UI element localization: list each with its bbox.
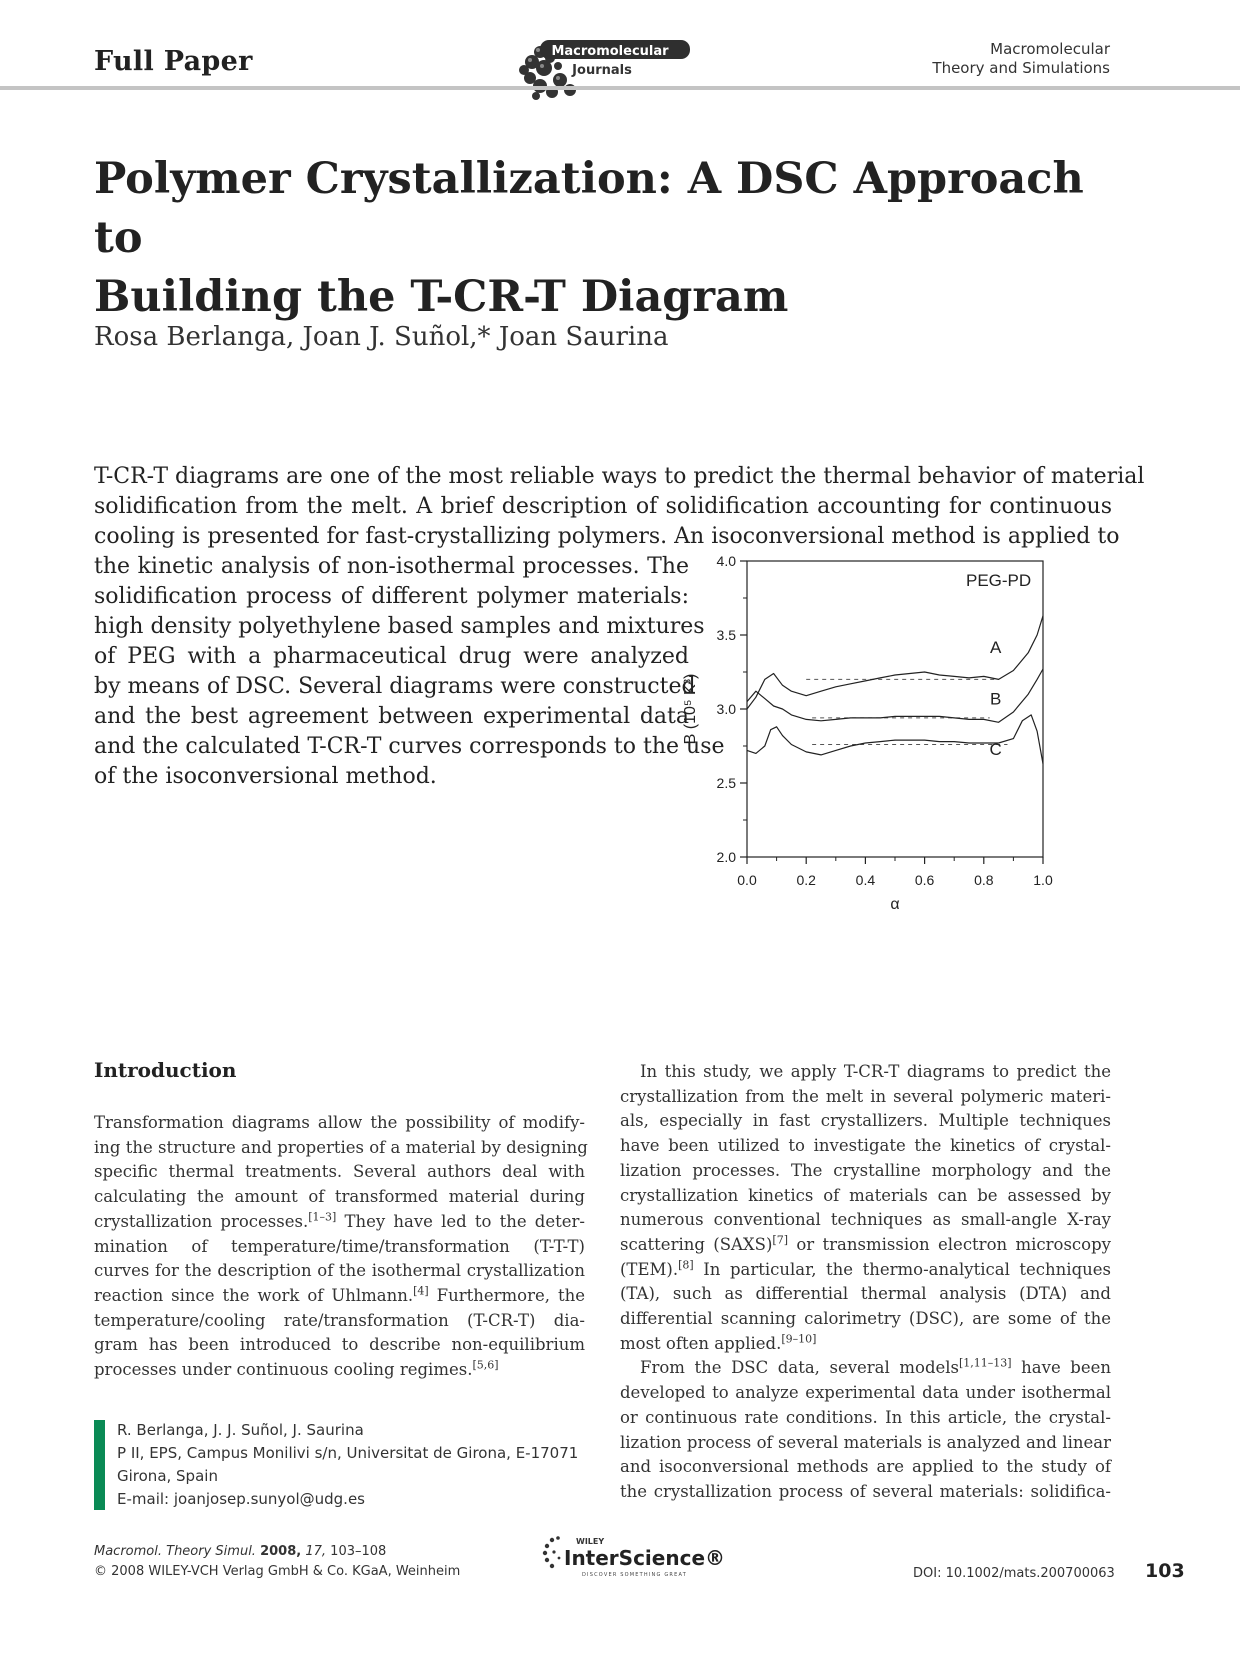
series-c-label: C [989, 739, 1002, 759]
citation-footer [94, 1542, 460, 1582]
logo-interscience-text: InterScience® [564, 1546, 726, 1570]
affiliation-city: Girona, Spain [117, 1467, 218, 1485]
journal-logo [510, 34, 695, 106]
body-line: reaction since the work of Uhlmann.[4] Furthermore, the [94, 1284, 585, 1305]
body-line: mination of temperature/time/transformation (T-T-T) [94, 1236, 585, 1256]
logo-wiley-text: WILEY [576, 1537, 605, 1546]
y-tick-label: 2.5 [716, 775, 736, 791]
x-tick-label: 0.4 [855, 872, 876, 888]
body-line: most often applied.[9–10] [620, 1332, 817, 1353]
y-tick-label: 4.0 [716, 553, 736, 569]
abstract-line: and the best agreement between experimental data [94, 704, 689, 729]
body-line: differential scanning calorimetry (DSC), are some of the [620, 1309, 1111, 1329]
series-b-label: B [989, 689, 1002, 709]
affiliation-authors: R. Berlanga, J. J. Suñol, J. Saurina [117, 1421, 364, 1439]
citation-ref: [1,11–13] [959, 1356, 1012, 1370]
series-a-label: A [989, 637, 1002, 657]
body-line: ing the structure and properties of a material by designing [94, 1137, 588, 1157]
body-line: and isoconversional methods are applied to the study of [620, 1457, 1111, 1477]
body-line: als, especially in fast crystallizers. Multiple techniques [620, 1111, 1111, 1131]
plot-area [682, 553, 1053, 913]
body-line: calculating the amount of transformed material during [94, 1187, 585, 1207]
doi: DOI: 10.1002/mats.200700063 [913, 1566, 1115, 1581]
affiliation-address: P II, EPS, Campus Monilivi s/n, Universitat de Girona, E-17071 [117, 1444, 579, 1462]
paper-title [94, 150, 1094, 327]
x-tick-label: 0.2 [796, 872, 816, 888]
citation-line [94, 1542, 460, 1562]
intro-column-left [94, 1111, 588, 1383]
journal-name-line2: Theory and Simulations [932, 59, 1110, 77]
affiliation-email: E-mail: joanjosep.sunyol@udg.es [117, 1490, 365, 1508]
x-tick-label: 0.6 [914, 872, 935, 888]
abstract-line: T-CR-T diagrams are one of the most reliable ways to predict the thermal behavior of material [94, 464, 1145, 489]
chart-annotation: PEG-PD [966, 571, 1032, 591]
body-line: In this study, we apply T-CR-T diagrams to predict the [640, 1062, 1111, 1081]
citation-pages: 103–108 [330, 1544, 387, 1559]
interscience-logo [540, 1530, 735, 1580]
abstract-line: of PEG with a pharmaceutical drug were analyzed [94, 644, 689, 669]
abstract-line: high density polyethylene based samples and mixtures [94, 614, 705, 639]
abstract-line: of the isoconversional method. [94, 764, 437, 789]
body-line: developed to analyze experimental data under isothermal [620, 1383, 1111, 1403]
body-line: lization processes. The crystalline morphology and the [620, 1160, 1111, 1180]
abstract-line: solidification process of different polymer materials: [94, 584, 689, 609]
affiliation-bar [94, 1420, 105, 1510]
abstract-line: the kinetic analysis of non-isothermal processes. The [94, 554, 689, 579]
authors: Rosa Berlanga, Joan J. Suñol,* Joan Saurina [94, 322, 669, 352]
abstract-line: solidification from the melt. A brief description of solidification accounting for continuous [94, 494, 1112, 519]
logo-text-bottom: Journals [572, 63, 632, 78]
abstract-line: and the calculated T-CR-T curves corresponds to the use [94, 734, 725, 759]
citation-ref: [5,6] [472, 1358, 499, 1372]
body-line: curves for the description of the isothermal crystallization [94, 1261, 585, 1281]
body-line: specific thermal treatments. Several authors deal with [94, 1162, 585, 1182]
y-tick-label: 3.0 [716, 701, 736, 717]
body-line: or continuous rate conditions. In this article, the crystal- [620, 1407, 1111, 1427]
body-line: Transformation diagrams allow the possibility of modify- [94, 1113, 585, 1132]
abstract-full-width [94, 462, 1145, 552]
section-label: Full Paper [94, 46, 253, 77]
body-line: temperature/cooling rate/transformation (T-CR-T) dia- [94, 1310, 585, 1330]
intro-column-right [620, 1060, 1111, 1505]
citation-ref: [4] [413, 1284, 429, 1298]
abstract-line: cooling is presented for fast-crystallizing polymers. An isoconversional method is applied to [94, 524, 1120, 549]
body-line: gram has been introduced to describe non-equilibrium [94, 1335, 585, 1355]
x-tick-label: 0.8 [974, 872, 994, 888]
plot-frame [747, 561, 1043, 857]
journal-name-line1: Macromolecular [990, 40, 1110, 58]
citation-ref: [7] [772, 1233, 789, 1247]
abstract-line: by means of DSC. Several diagrams were constructed [94, 674, 696, 699]
x-tick-label: 1.0 [1033, 872, 1053, 888]
b-vs-alpha-chart [682, 548, 1120, 948]
title-line-2: Building the T-CR-T Diagram [94, 272, 789, 322]
affiliation [117, 1419, 578, 1511]
y-tick-label: 3.5 [716, 627, 736, 643]
logo-tagline: DISCOVER SOMETHING GREAT [582, 1572, 687, 1578]
body-line: have been utilized to investigate the kinetics of crystal- [620, 1136, 1111, 1156]
body-line: numerous conventional techniques as small-angle X-ray [620, 1210, 1111, 1230]
header-rule [0, 86, 1240, 90]
body-line: (TEM).[8] In particular, the thermo-analytical techniques [620, 1258, 1111, 1279]
body-line: crystallization from the melt in several polymeric materi- [620, 1086, 1111, 1106]
body-line: lization process of several materials is analyzed and linear [620, 1432, 1111, 1452]
journal-name [932, 40, 1110, 78]
body-line: scattering (SAXS)[7] or transmission electron microscopy [620, 1233, 1111, 1254]
citation-ref: [9–10] [781, 1332, 817, 1346]
logo-text-top: Macromolecular [551, 44, 669, 59]
y-tick-label: 2.0 [716, 849, 736, 865]
section-heading-introduction: Introduction [94, 1058, 237, 1082]
journal-abbrev: Macromol. Theory Simul. [94, 1544, 256, 1559]
x-axis-label: α [890, 896, 900, 913]
citation-volume: 17, [305, 1544, 327, 1559]
y-axis-label: B (10⁵ K³) [682, 673, 699, 745]
body-line: crystallization processes.[1–3] They have led to the deter- [94, 1210, 585, 1231]
title-line-1: Polymer Crystallization: A DSC Approach to [94, 154, 1084, 263]
body-line: crystallization kinetics of materials can be assessed by [620, 1185, 1111, 1205]
x-tick-label: 0.0 [737, 872, 757, 888]
citation-ref: [8] [678, 1258, 694, 1272]
body-line: (TA), such as differential thermal analysis (DTA) and [620, 1284, 1111, 1304]
body-line: processes under continuous cooling regimes.[5,6] [94, 1358, 499, 1380]
body-line: From the DSC data, several models[1,11–13] have been [640, 1356, 1111, 1378]
page-number: 103 [1145, 1560, 1185, 1582]
copyright: © 2008 WILEY-VCH Verlag GmbH & Co. KGaA, Weinheim [94, 1564, 461, 1579]
citation-ref: [1–3] [308, 1210, 337, 1224]
citation-year: 2008, [260, 1544, 302, 1559]
body-line: the crystallization process of several materials: solidifica- [620, 1481, 1111, 1501]
